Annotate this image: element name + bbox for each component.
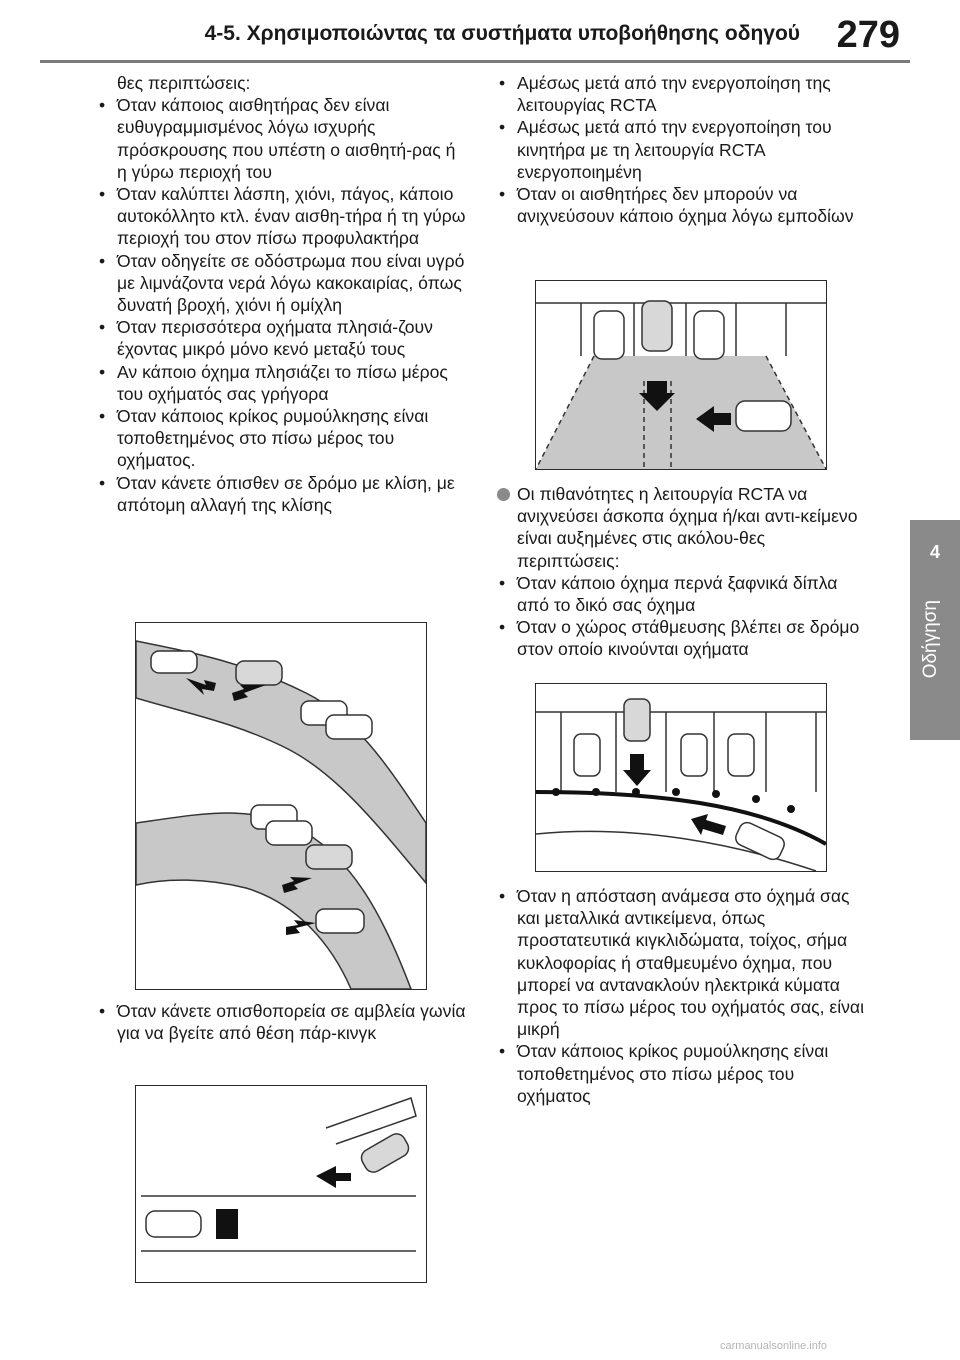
parking-lot-svg	[536, 281, 826, 469]
note-paragraph	[495, 483, 870, 572]
list-item: • Όταν κάποιος κρίκος ρυμούλκησης είναι τοποθετημένος στο πίσω μέρος του οχήματος	[495, 1040, 870, 1107]
note-text: Οι πιθανότητες η λειτουργία RCTA να ανιχνεύσει άσκοπα όχημα ή/και αντι-κείμενο είναι αυξημένες στις ακόλου-θες περιπτώσεις:	[517, 484, 858, 571]
left-bullet-list-lower	[95, 1000, 470, 1044]
list-item: • Όταν ο χώρος στάθμευσης βλέπει σε δρόμο στον οποίο κινούνται οχήματα	[495, 616, 870, 660]
angled-parking-illustration	[135, 1085, 427, 1283]
list-item: • Όταν κάποιος αισθητήρας δεν είναι ευθυγραμμισμένος λόγω ισχυρής πρόσκρουσης που υπέστη ο αισθητή-ρας ή η γύρω περιοχή του	[95, 94, 470, 183]
angled-parking-svg	[136, 1086, 426, 1282]
section-title: 4-5. Χρησιμοποιώντας τα συστήματα υποβοήθησης οδηγού	[204, 22, 800, 45]
slope-road-svg	[136, 623, 426, 989]
right-bullet-list-top	[495, 72, 870, 227]
left-column	[95, 72, 470, 516]
list-item: • Όταν οι αισθητήρες δεν μπορούν να ανιχνεύσουν κάποιο όχημα λόγω εμποδίων	[495, 183, 870, 227]
parking-road-svg	[536, 684, 826, 871]
note-dot-icon	[497, 488, 510, 501]
header-divider	[40, 60, 910, 63]
list-item: • Αμέσως μετά από την ενεργοποίηση του κινητήρα με τη λειτουργία RCTA ενεργοποιημένη	[495, 116, 870, 183]
list-item: • Όταν η απόσταση ανάμεσα στο όχημά σας και μεταλλικά αντικείμενα, όπως προστατευτικά κιγκλιδώματα, τοίχος, σήμα κυκλοφορίας ή σταθμευμένο όχημα, που μπορεί να αντανακλούν ηλεκτρικά κύματα προς το πίσω μέρος του οχήματός σας, είναι μικρή	[495, 885, 870, 1040]
page-number: 279	[836, 14, 900, 56]
chapter-label: Οδήγηση	[920, 600, 941, 679]
arrow-icon	[216, 1166, 351, 1239]
intro-text: θες περιπτώσεις:	[117, 73, 251, 93]
slope-road-illustration	[135, 622, 427, 990]
list-item: • Όταν καλύπτει λάσπη, χιόνι, πάγος, κάποιο αυτοκόλλητο κτλ. έναν αισθη-τήρα ή τη γύρω περιοχή του στον πίσω προφυλακτήρα	[95, 183, 470, 250]
right-column-note	[495, 483, 870, 661]
right-bullet-list-mid	[495, 572, 870, 661]
left-bullet-list	[95, 94, 470, 516]
chapter-number: 4	[929, 542, 940, 562]
watermark: carmanualsonline.info	[720, 1340, 828, 1352]
list-item: • Όταν κάποιο όχημα περνά ξαφνικά δίπλα από το δικό σας όχημα	[495, 572, 870, 616]
list-item: • Όταν κάνετε οπισθοπορεία σε αμβλεία γωνία για να βγείτε από θέση πάρ-κινγκ	[95, 1000, 470, 1044]
list-item: • Αμέσως μετά από την ενεργοποίηση της λειτουργίας RCTA	[495, 72, 870, 116]
left-column-lower	[95, 1000, 470, 1044]
list-item: • Όταν κάνετε όπισθεν σε δρόμο με κλίση, με απότομη αλλαγή της κλίσης	[95, 472, 470, 516]
list-item: • Αν κάποιο όχημα πλησιάζει το πίσω μέρος του οχήματός σας γρήγορα	[95, 361, 470, 405]
list-item: • Όταν περισσότερα οχήματα πλησιά-ζουν έχοντας μικρό μόνο κενό μεταξύ τους	[95, 316, 470, 360]
right-column-lower	[495, 885, 870, 1107]
parking-lot-obstacle-illustration	[535, 280, 827, 470]
page-header	[0, 0, 960, 80]
right-column	[495, 72, 870, 227]
parking-facing-road-illustration	[535, 683, 827, 872]
car-icon	[146, 1131, 412, 1237]
chapter-tab	[910, 520, 960, 740]
list-item: • Όταν οδηγείτε σε οδόστρωμα που είναι υγρό με λιμνάζοντα νερά λόγω κακοκαιρίας, όπως δυνατή βροχή, χιόνι ή ομίχλη	[95, 250, 470, 317]
right-bullet-list-bottom	[495, 885, 870, 1107]
list-item: • Όταν κάποιος κρίκος ρυμούλκησης είναι τοποθετημένος στο πίσω μέρος του οχήματος.	[95, 405, 470, 472]
